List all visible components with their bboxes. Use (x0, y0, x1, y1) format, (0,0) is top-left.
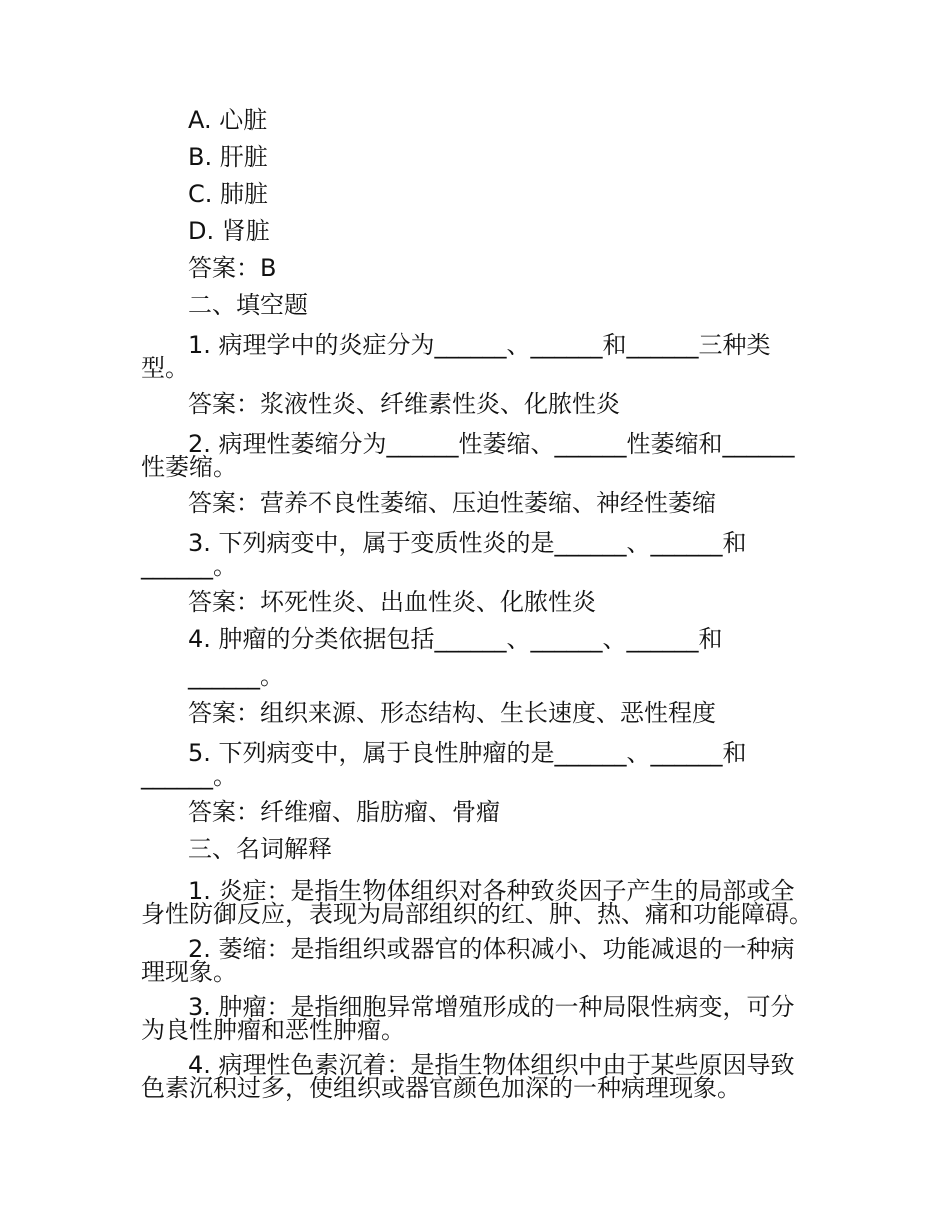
fill-question-1: 1. 病理学中的炎症分为______、______和______三种类型。 (141, 331, 771, 382)
document-body (141, 102, 813, 1106)
fill-question-5: 5. 下列病变中，属于良性肿瘤的是______、______和______。 (141, 739, 747, 790)
fill-question-4: 4. 肿瘤的分类依据包括______、______、______和______。 (188, 625, 723, 690)
definition-3: 3. 肿瘤：是指细胞异常增殖形成的一种局限性病变，可分为良性肿瘤和恶性肿瘤。 (141, 993, 795, 1044)
answer-line: 答案：B (188, 254, 277, 282)
answer-line: 答案：浆液性炎、纤维素性炎、化脓性炎 (188, 390, 620, 418)
option-c: C. 肺脏 (188, 180, 269, 208)
fill-question-3: 3. 下列病变中，属于变质性炎的是______、______和______。 (141, 529, 747, 580)
option-a: A. 心脏 (188, 106, 268, 134)
answer-line: 答案：坏死性炎、出血性炎、化脓性炎 (188, 588, 596, 616)
fill-question-2: 2. 病理性萎缩分为______性萎缩、______性萎缩和______性萎缩。 (141, 430, 795, 481)
option-d: D. 肾脏 (188, 217, 270, 245)
answer-line: 答案：纤维瘤、脂肪瘤、骨瘤 (188, 798, 500, 826)
option-b: B. 肝脏 (188, 143, 268, 171)
section-heading-fill-in: 二、填空题 (188, 291, 308, 319)
definition-4: 4. 病理性色素沉着：是指生物体组织中由于某些原因导致色素沉积过多，使组织或器官颜色加深的一种病理现象。 (141, 1051, 795, 1102)
answer-line: 答案：营养不良性萎缩、压迫性萎缩、神经性萎缩 (188, 489, 716, 517)
answer-line: 答案：组织来源、形态结构、生长速度、恶性程度 (188, 699, 716, 727)
definition-2: 2. 萎缩：是指组织或器官的体积减小、功能减退的一种病理现象。 (141, 935, 795, 986)
section-heading-definitions: 三、名词解释 (188, 835, 332, 863)
definition-1: 1. 炎症：是指生物体组织对各种致炎因子产生的局部或全身性防御反应，表现为局部组织的红、肿、热、痛和功能障碍。 (141, 877, 813, 928)
